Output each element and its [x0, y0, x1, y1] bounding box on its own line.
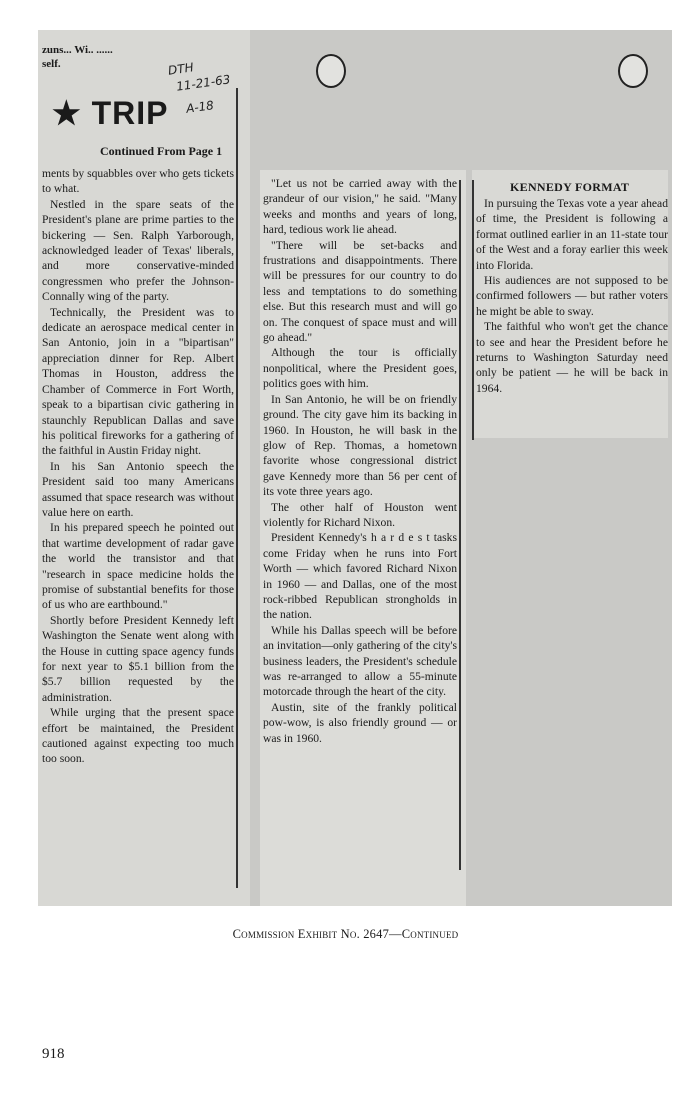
paragraph: In his prepared speech he pointed out that wartime development of radar gave the world the transistor and that "research in space medicine holds the promise of substantial benefits for those of us who are earthbound.": [42, 521, 234, 612]
column-rule: [236, 88, 238, 888]
handwritten-note: 11-21-63: [175, 72, 232, 94]
paragraph: In his San Antonio speech the President said too many Americans assumed that space research was without value here on earth.: [42, 459, 234, 519]
top-fragment-line: self.: [42, 58, 61, 70]
continued-line: Continued From Page 1: [100, 144, 223, 158]
paragraph: While his Dallas speech will be before an invitation—only gathering of the city's business leaders, the President's schedule was re-arranged to allow a 55-minute motorcade through the heart of the city.: [263, 623, 457, 699]
article-column-right: [476, 196, 668, 396]
handwritten-note: A-18: [185, 98, 215, 116]
paragraph: In pursuing the Texas vote a year ahead of time, the President is following a format outlined earlier in an 11-state tour of the West and a foray earlier this week into Florida.: [476, 197, 668, 272]
column-rule: [459, 180, 461, 870]
punch-hole-icon: [316, 54, 346, 88]
headline: ★ TRIP: [52, 95, 169, 131]
top-fragment-line: zuns... Wi.. ......: [42, 44, 113, 56]
punch-hole-icon: [618, 54, 648, 88]
paragraph: ments by squabbles over who gets tickets to what.: [42, 167, 234, 196]
paragraph: His audiences are not supposed to be confirmed followers — but rather voters he might be able to sway.: [476, 274, 668, 318]
paragraph: While urging that the present space effort be maintained, the President cautioned against expecting too much too soon.: [42, 706, 234, 766]
paragraph: Nestled in the spare seats of the President's plane are prime parties to the bickering — Sen. Ralph Yarborough, acknowledged leader of Texas' liberals, and more conservative-minded congressmen who prefer the Johnson-Connally wing of the party.: [42, 197, 234, 304]
article-column-left: [42, 166, 234, 767]
paragraph: In San Antonio, he will be on friendly ground. The city gave him its backing in 1960. In Houston, he will bask in the glow of Rep. Thomas, a hometown favorite whose congressional district gave Kennedy more than 56 per cent of its vote three years ago.: [263, 392, 457, 499]
handwritten-note: DTH: [167, 60, 195, 78]
right-column-heading: KENNEDY FORMAT: [510, 180, 630, 194]
paragraph: "There will be set-backs and frustrations and disappointments. There will be pressures for our country to do less and temptations to do something else. But this research must and will go on. The conquest of space must and will go ahead.": [263, 238, 457, 345]
paragraph: President Kennedy's h a r d e s t tasks come Friday when he runs into Fort Worth — which favored Richard Nixon in 1960 — and Dallas, one of the most rock-ribbed Republican strongholds in the nation.: [263, 531, 457, 622]
paragraph: Although the tour is officially nonpolitical, where the President goes, politics goes with him.: [263, 346, 457, 391]
paragraph: Austin, site of the frankly political pow-wow, is also friendly ground — or was in 1960.: [263, 700, 457, 745]
paragraph: The faithful who won't get the chance to see and hear the President before he returns to Washington Saturday need only be patient — he will be back in 1964.: [476, 320, 668, 395]
exhibit-caption: Commission Exhibit No. 2647—Continued: [232, 927, 459, 941]
paragraph: The other half of Houston went violently for Richard Nixon.: [263, 500, 457, 529]
paragraph: Shortly before President Kennedy left Washington the Senate went along with the House in cutting space agency funds for next year to $5.1 billion from the $5.7 billion requested by the administration.: [42, 613, 234, 704]
paragraph: "Let us not be carried away with the grandeur of our vision," he said. "Many weeks and months and years of long, hard, tedious work lie ahead.: [263, 177, 457, 237]
page-number: 918: [42, 1046, 65, 1062]
column-rule: [472, 180, 474, 440]
article-column-middle: [263, 176, 457, 746]
paragraph: Technically, the President was to dedicate an aerospace medical center in San Antonio, join in a "bipartisan" appreciation dinner for Rep. Albert Thomas in Houston, address the Chamber of Commerce in Fort Worth, speak to a bipartisan civic gathering in staunchly Republican Dallas and save his political fireworks for a gathering of the faithful in Austin Friday night.: [42, 305, 234, 458]
